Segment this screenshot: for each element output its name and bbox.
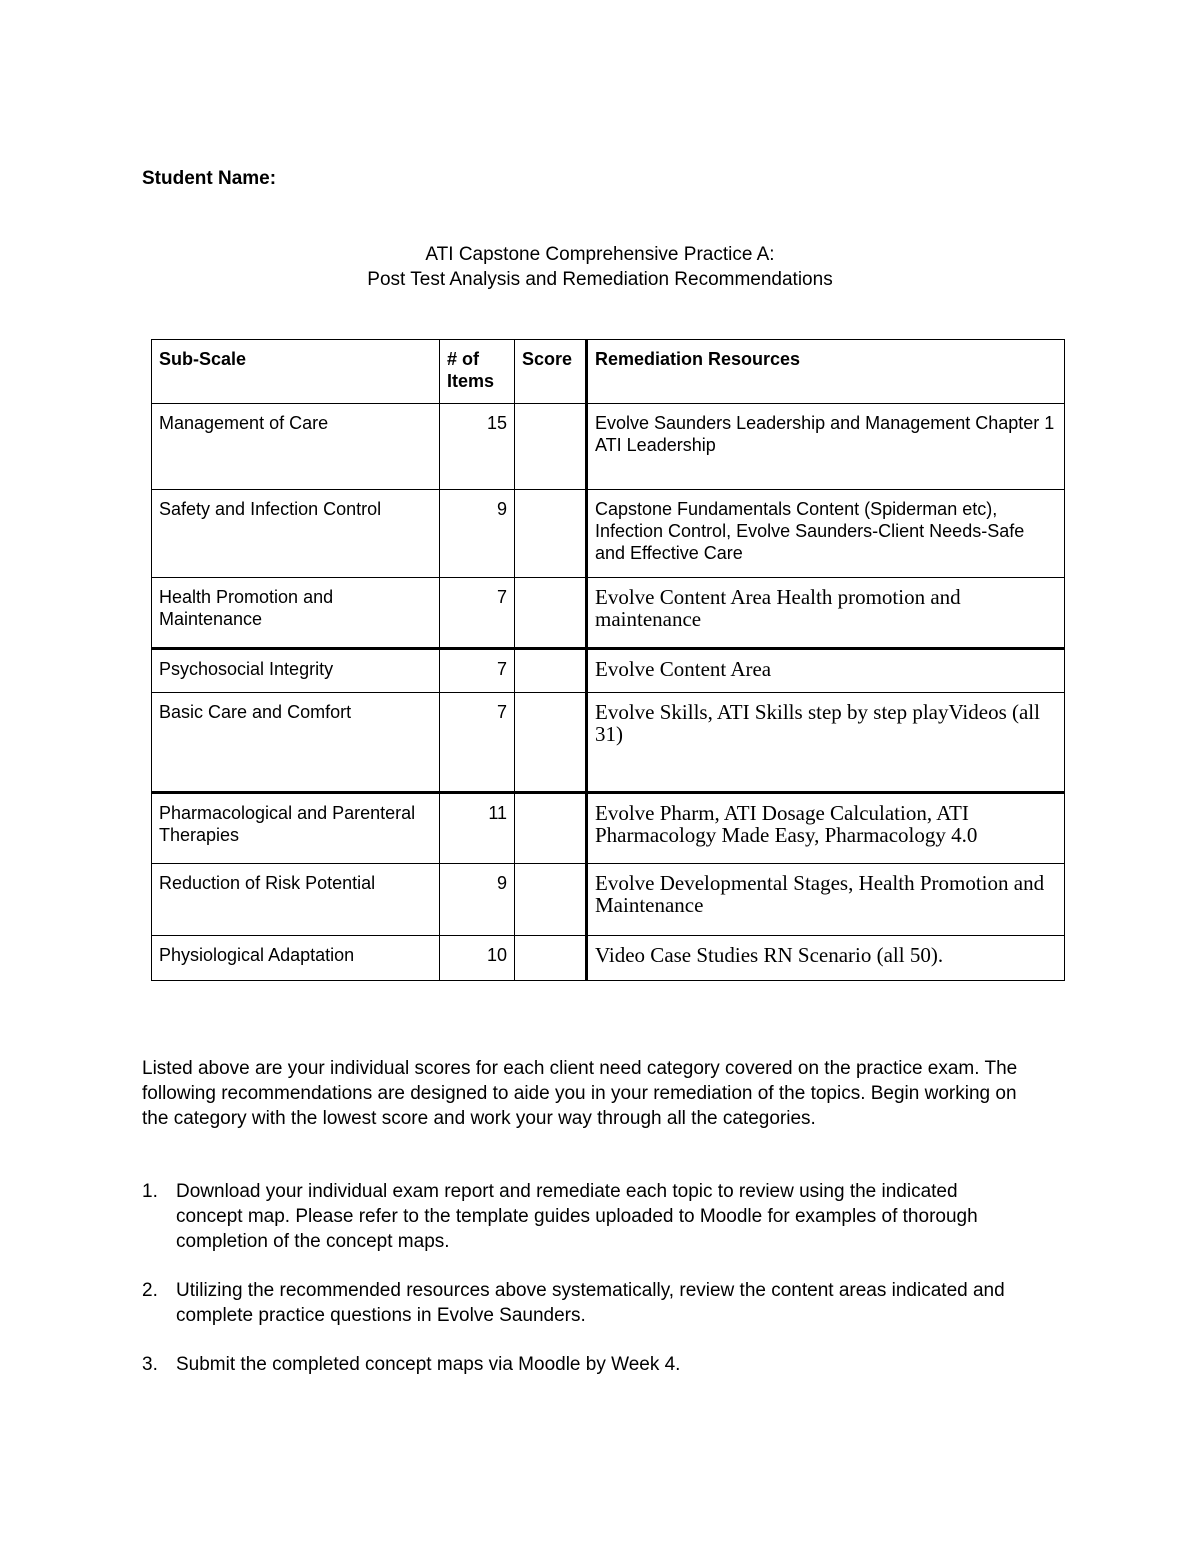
table-header-row [152, 340, 1065, 404]
list-item [142, 1352, 1022, 1377]
row-items: 7 [440, 693, 515, 793]
row-items: 7 [440, 649, 515, 693]
header-items-line1: # of [447, 349, 480, 369]
row-subscale: Management of Care [152, 404, 440, 490]
table-row [152, 864, 1065, 936]
table-row [152, 404, 1065, 490]
row-score [515, 693, 587, 793]
list-item [142, 1179, 1022, 1254]
list-item-number: 2. [142, 1280, 158, 1301]
header-subscale: Sub-Scale [152, 340, 440, 404]
row-subscale: Reduction of Risk Potential [152, 864, 440, 936]
table-row [152, 490, 1065, 578]
header-score: Score [515, 340, 587, 404]
table-row [152, 693, 1065, 793]
row-subscale: Physiological Adaptation [152, 936, 440, 981]
row-score [515, 936, 587, 981]
row-resources: Evolve Content Area Health promotion and maintenance [587, 578, 1065, 649]
row-subscale: Safety and Infection Control [152, 490, 440, 578]
table-row [152, 793, 1065, 864]
list-item-number: 1. [142, 1181, 158, 1202]
row-score [515, 490, 587, 578]
row-resources: Evolve Skills, ATI Skills step by step playVideos (all 31) [587, 693, 1065, 793]
row-score [515, 793, 587, 864]
title-line-1: ATI Capstone Comprehensive Practice A: [425, 244, 775, 265]
row-items: 11 [440, 793, 515, 864]
row-score [515, 578, 587, 649]
row-score [515, 864, 587, 936]
document-title [0, 242, 1200, 292]
row-resources: Evolve Content Area [587, 649, 1065, 693]
row-resources: Evolve Pharm, ATI Dosage Calculation, ATI Pharmacology Made Easy, Pharmacology 4.0 [587, 793, 1065, 864]
row-resources: Capstone Fundamentals Content (Spiderman etc), Infection Control, Evolve Saunders-Client Needs-Safe and Effective Care [587, 490, 1065, 578]
intro-paragraph: Listed above are your individual scores for each client need category covered on the practice exam. The following recommendations are designed to aide you in your remediation of the topics. Begin working on the category with the lowest score and work your way through all the categories. [142, 1058, 1018, 1129]
row-score [515, 404, 587, 490]
row-subscale: Health Promotion and Maintenance [152, 578, 440, 649]
row-resources: Video Case Studies RN Scenario (all 50). [587, 936, 1065, 981]
row-score [515, 649, 587, 693]
title-line-2: Post Test Analysis and Remediation Recommendations [367, 269, 833, 290]
row-subscale: Psychosocial Integrity [152, 649, 440, 693]
list-item [142, 1278, 1022, 1328]
row-items: 10 [440, 936, 515, 981]
list-item-number: 3. [142, 1354, 158, 1375]
student-name-label: Student Name: [142, 168, 277, 189]
header-resources: Remediation Resources [587, 340, 1065, 404]
remediation-table [151, 339, 1065, 981]
row-items: 15 [440, 404, 515, 490]
table-row [152, 649, 1065, 693]
row-subscale: Pharmacological and Parenteral Therapies [152, 793, 440, 864]
row-items: 7 [440, 578, 515, 649]
row-resources: Evolve Developmental Stages, Health Promotion and Maintenance [587, 864, 1065, 936]
list-item-text: Download your individual exam report and remediate each topic to review using the indicated concept map. Please refer to the template guides uploaded to Moodle for examples of thorough completion of the concept maps. [176, 1181, 978, 1252]
instruction-list [142, 1179, 1022, 1401]
row-resources: Evolve Saunders Leadership and Management Chapter 1 ATI Leadership [587, 404, 1065, 490]
header-items [440, 340, 515, 404]
list-item-text: Submit the completed concept maps via Moodle by Week 4. [176, 1354, 681, 1375]
row-subscale: Basic Care and Comfort [152, 693, 440, 793]
list-item-text: Utilizing the recommended resources above systematically, review the content areas indicated and complete practice questions in Evolve Saunders. [176, 1280, 1005, 1326]
table-row [152, 936, 1065, 981]
row-items: 9 [440, 864, 515, 936]
header-items-line2: Items [447, 371, 495, 391]
table-row [152, 578, 1065, 649]
row-items: 9 [440, 490, 515, 578]
